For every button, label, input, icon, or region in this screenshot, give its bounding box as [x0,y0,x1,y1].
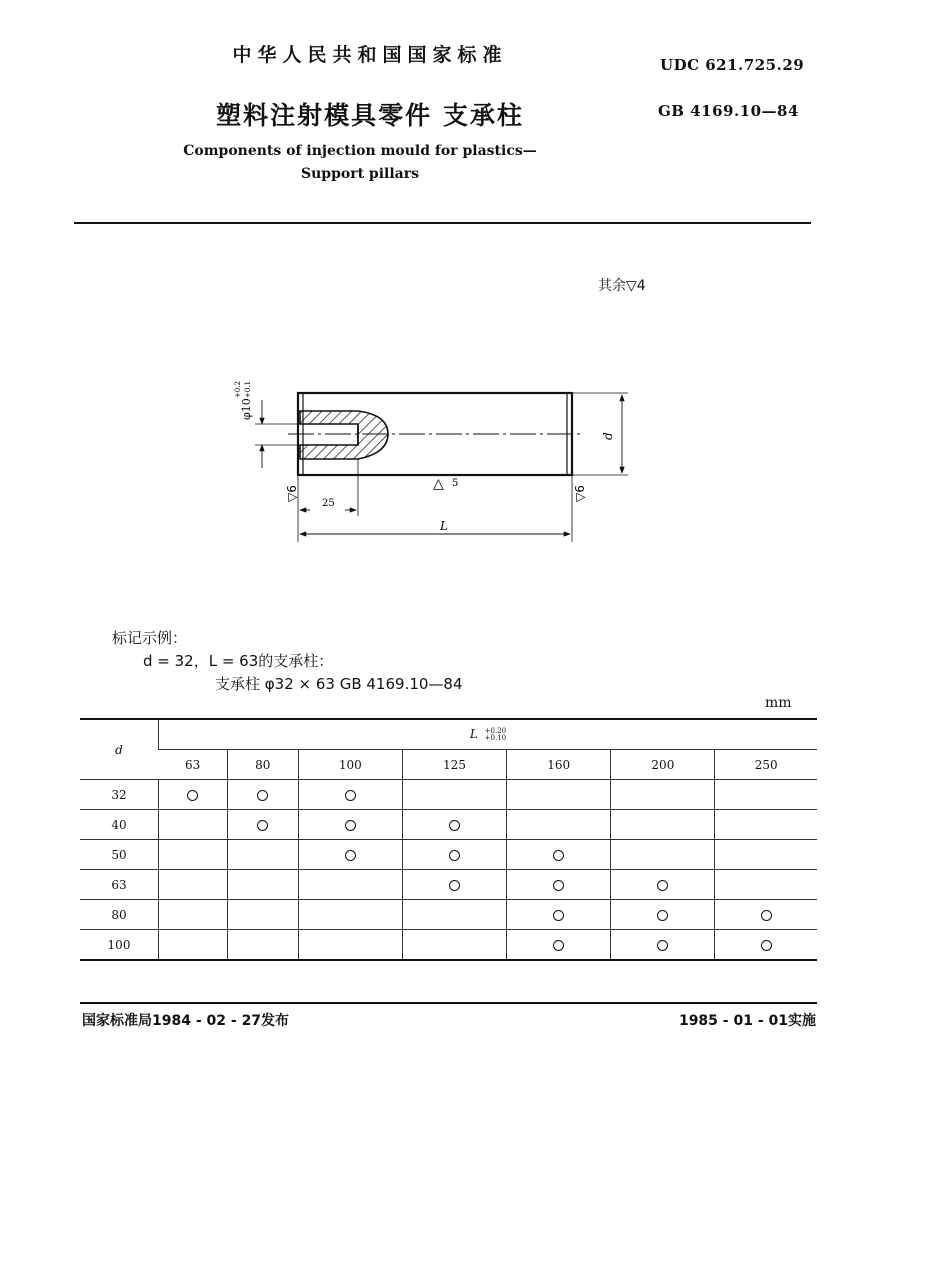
table-cell [298,780,402,810]
marking-example-condition: d = 32，L = 63的支承柱： [143,652,334,670]
availability-circle-icon [449,850,460,861]
availability-circle-icon [449,820,460,831]
availability-circle-icon [345,850,356,861]
table-cell [507,810,611,840]
hole-section-hatch [300,411,388,459]
table-cell [227,810,298,840]
column-group-tol-upper: +0.20 [484,726,507,735]
table-row [80,810,817,840]
table-cell [507,870,611,900]
table-cell [611,870,715,900]
column-header-125: 125 [402,750,506,780]
table-row [80,840,817,870]
row-label-d: 63 [80,870,159,900]
table-cell [227,900,298,930]
table-cell [402,930,506,961]
table-cell [402,870,506,900]
table-row [80,780,817,810]
table-cell [715,870,817,900]
row-label-d: 50 [80,840,159,870]
column-header-63: 63 [159,750,228,780]
dim-hole-upper-tol: +0.2 [234,381,242,398]
publication-date: 国家标准局1984 - 02 - 27发布 [82,1013,290,1029]
column-header-200: 200 [611,750,715,780]
gb-number: GB 4169.10—84 [658,102,799,120]
table-cell [715,840,817,870]
availability-circle-icon [257,820,268,831]
table-cell [611,840,715,870]
finish-left: ▽6 [285,485,299,502]
dim-length-label: L [440,519,448,533]
column-header-row [80,750,817,780]
implementation-date: 1985 - 01 - 01实施 [678,1013,816,1029]
table-cell [507,930,611,961]
table-cell [715,900,817,930]
availability-circle-icon [761,940,772,951]
row-label-d: 80 [80,900,159,930]
finish-middle-value: 5 [452,478,459,489]
document-title-en-line1: Components of injection mould for plastics— [183,143,537,159]
size-table [80,718,817,961]
table-cell [402,810,506,840]
row-label-d: 32 [80,780,159,810]
availability-circle-icon [345,820,356,831]
table-cell [715,810,817,840]
table-cell [298,930,402,961]
table-cell [159,840,228,870]
table-cell [227,840,298,870]
table-cell [507,900,611,930]
column-header-160: 160 [507,750,611,780]
table-cell [298,870,402,900]
dim-diameter-d [572,393,628,475]
availability-circle-icon [657,940,668,951]
row-header-d: d [80,719,159,780]
column-header-80: 80 [227,750,298,780]
availability-circle-icon [449,880,460,891]
dim-d-label: d [601,432,615,440]
column-header-250: 250 [715,750,817,780]
table-cell [227,780,298,810]
table-cell [159,930,228,961]
table-row [80,900,817,930]
table-cell [715,930,817,961]
technical-drawing [0,0,950,600]
udc-code: UDC 621.725.29 [660,56,805,74]
table-cell [402,900,506,930]
availability-circle-icon [553,940,564,951]
table-cell [611,900,715,930]
table-cell [611,810,715,840]
availability-circle-icon [761,910,772,921]
table-cell [507,840,611,870]
marking-example-label: 标记示例： [112,629,188,647]
availability-circle-icon [345,790,356,801]
row-label-d: 40 [80,810,159,840]
availability-circle-icon [657,910,668,921]
table-unit: mm [765,695,792,711]
table-cell [611,930,715,961]
finish-right: ▽6 [573,485,587,502]
column-group-header [159,719,818,750]
table-cell [159,900,228,930]
availability-circle-icon [553,910,564,921]
table-row [80,870,817,900]
table-cell [298,840,402,870]
surface-remark: 其余▽4 [598,278,646,294]
availability-circle-icon [657,880,668,891]
table-cell [402,780,506,810]
document-title-cn: 塑料注射模具零件 支承柱 [216,101,524,130]
finish-middle-symbol: △ [433,476,444,492]
column-group-label: L [469,727,478,742]
availability-circle-icon [257,790,268,801]
table-cell [402,840,506,870]
table-cell [227,870,298,900]
document-title-en-line2: Support pillars [301,166,419,182]
dim-hole-label: φ10 [240,398,253,420]
column-group-tol-lower: +0.10 [484,733,507,742]
table-cell [611,780,715,810]
footer-divider [80,1002,817,1004]
row-label-d: 100 [80,930,159,961]
dim-hole-lower-tol: +0.1 [244,381,252,398]
availability-circle-icon [553,850,564,861]
table-cell [159,810,228,840]
table-cell [507,780,611,810]
table-cell [159,780,228,810]
table-cell [298,810,402,840]
table-cell [715,780,817,810]
table-cell [227,930,298,961]
dim-depth-label: 25 [322,498,335,509]
national-standard-title: 中华人民共和国国家标准 [232,44,508,66]
table-body [80,780,817,961]
availability-circle-icon [553,880,564,891]
table-row [80,930,817,961]
column-group-tolerance [485,728,506,742]
marking-example-code: 支承柱 φ32 × 63 GB 4169.10—84 [215,675,463,693]
table-cell [159,870,228,900]
availability-circle-icon [187,790,198,801]
table-cell [298,900,402,930]
column-header-100: 100 [298,750,402,780]
